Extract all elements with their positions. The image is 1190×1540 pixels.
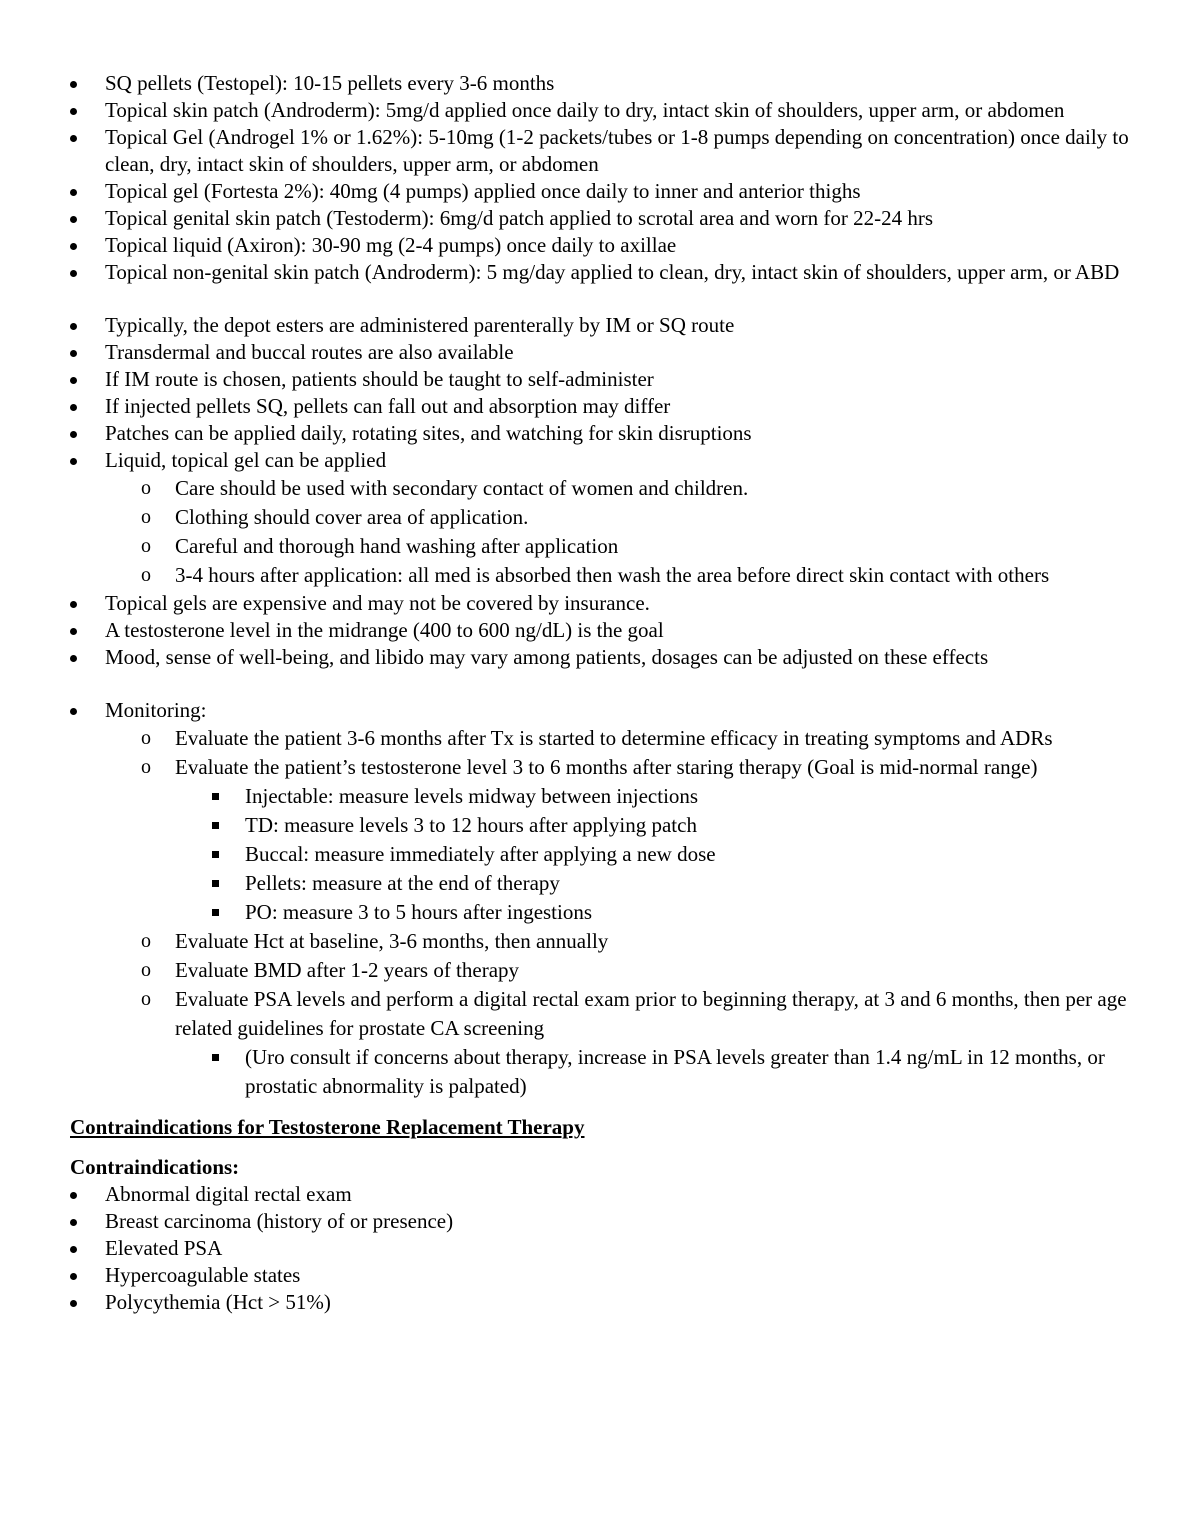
square-bullet-icon [212,851,219,858]
circle-bullet-icon: o [141,930,151,952]
bullet-icon [70,404,77,411]
bullet-icon [70,1273,77,1280]
list-item: Injectable: measure levels midway between injections [70,782,1130,811]
contraindications-list [70,1181,1130,1316]
administration-list [70,312,1130,474]
list-item: TD: measure levels 3 to 12 hours after applying patch [70,811,1130,840]
square-bullet-icon [212,793,219,800]
monitoring-items-more [70,927,1130,1043]
list-item: Topical gels are expensive and may not be covered by insurance. [70,590,1130,617]
circle-bullet-icon: o [141,477,151,499]
list-item: Breast carcinoma (history of or presence) [70,1208,1130,1235]
list-item: Topical gel (Fortesta 2%): 40mg (4 pumps) applied once daily to inner and anterior thighs [70,178,1130,205]
bullet-icon [70,601,77,608]
section-heading: Contraindications for Testosterone Replacement Therapy [70,1115,585,1139]
list-item: Monitoring: [70,697,1130,724]
circle-bullet-icon: o [141,535,151,557]
bullet-icon [70,216,77,223]
list-item: o Clothing should cover area of application. [70,503,1130,532]
square-bullet-icon [212,909,219,916]
bullet-icon [70,81,77,88]
topical-precautions-list [70,474,1130,590]
bullet-icon [70,270,77,277]
list-item: o Evaluate Hct at baseline, 3-6 months, then annually [70,927,1130,956]
list-item: o Evaluate BMD after 1-2 years of therapy [70,956,1130,985]
list-item: Topical Gel (Androgel 1% or 1.62%): 5-10mg (1-2 packets/tubes or 1-8 pumps depending on concentration) once daily to clean, dry, intact skin of shoulders, upper arm, or abdomen [70,124,1130,178]
list-item: (Uro consult if concerns about therapy, increase in PSA levels greater than 1.4 ng/mL in 12 months, or prostatic abnormality is palpated) [70,1043,1130,1101]
list-item: Hypercoagulable states [70,1262,1130,1289]
circle-bullet-icon: o [141,564,151,586]
bullet-icon [70,708,77,715]
bullet-icon [70,655,77,662]
psa-note-list [70,1043,1130,1101]
list-item: o Careful and thorough hand washing after application [70,532,1130,561]
spacer [70,671,1130,697]
bullet-icon [70,458,77,465]
bullet-icon [70,1246,77,1253]
list-item: Transdermal and buccal routes are also available [70,339,1130,366]
circle-bullet-icon: o [141,727,151,749]
list-item: Topical liquid (Axiron): 30-90 mg (2-4 pumps) once daily to axillae [70,232,1130,259]
spacer [70,1101,1130,1113]
list-item: Elevated PSA [70,1235,1130,1262]
monitoring-items [70,724,1130,782]
circle-bullet-icon: o [141,506,151,528]
square-bullet-icon [212,1054,219,1061]
list-item: o 3-4 hours after application: all med is absorbed then wash the area before direct skin contact with others [70,561,1130,590]
subheading: Contraindications: [70,1155,240,1179]
document-body [70,70,1130,1316]
square-bullet-icon [212,880,219,887]
list-item: Topical skin patch (Androderm): 5mg/d applied once daily to dry, intact skin of shoulders, upper arm, or abdomen [70,97,1130,124]
list-item: Typically, the depot esters are administered parenterally by IM or SQ route [70,312,1130,339]
list-item: o Care should be used with secondary contact of women and children. [70,474,1130,503]
formulations-list [70,70,1130,286]
list-item: o Evaluate the patient 3-6 months after Tx is started to determine efficacy in treating symptoms and ADRs [70,724,1130,753]
circle-bullet-icon: o [141,959,151,981]
list-item: Topical non-genital skin patch (Androderm): 5 mg/day applied to clean, dry, intact skin of shoulders, upper arm, or ABD [70,259,1130,286]
bullet-icon [70,189,77,196]
bullet-icon [70,1300,77,1307]
list-item: SQ pellets (Testopel): 10-15 pellets every 3-6 months [70,70,1130,97]
list-item: PO: measure 3 to 5 hours after ingestions [70,898,1130,927]
list-item: Patches can be applied daily, rotating sites, and watching for skin disruptions [70,420,1130,447]
bullet-icon [70,1219,77,1226]
monitoring-list [70,697,1130,724]
list-item: A testosterone level in the midrange (400 to 600 ng/dL) is the goal [70,617,1130,644]
bullet-icon [70,1192,77,1199]
bullet-icon [70,431,77,438]
list-item: Abnormal digital rectal exam [70,1181,1130,1208]
list-item: o Evaluate PSA levels and perform a digital rectal exam prior to beginning therapy, at 3 and 6 months, then per age related guidelines for prostate CA screening [141,987,1127,1040]
list-item: Liquid, topical gel can be applied [70,447,1130,474]
list-item: o Evaluate the patient’s testosterone level 3 to 6 months after staring therapy (Goal is mid-normal range) [70,753,1130,782]
list-item: If IM route is chosen, patients should be taught to self-administer [70,366,1130,393]
bullet-icon [70,108,77,115]
bullet-icon [70,243,77,250]
bullet-icon [70,135,77,142]
spacer [70,1142,1130,1154]
list-item: Pellets: measure at the end of therapy [70,869,1130,898]
bullet-icon [70,377,77,384]
square-bullet-icon [212,822,219,829]
administration-more-list [70,590,1130,671]
list-item: If injected pellets SQ, pellets can fall out and absorption may differ [70,393,1130,420]
list-item: Buccal: measure immediately after applying a new dose [70,840,1130,869]
list-item: Topical genital skin patch (Testoderm): 6mg/d patch applied to scrotal area and worn for 22-24 hrs [70,205,1130,232]
bullet-icon [70,323,77,330]
circle-bullet-icon: o [141,988,151,1010]
circle-bullet-icon: o [141,756,151,778]
level-timing-list [70,782,1130,927]
bullet-icon [70,350,77,357]
list-item: Mood, sense of well-being, and libido may vary among patients, dosages can be adjusted on these effects [70,644,1130,671]
spacer [70,286,1130,312]
bullet-icon [70,628,77,635]
list-item: Polycythemia (Hct > 51%) [70,1289,1130,1316]
